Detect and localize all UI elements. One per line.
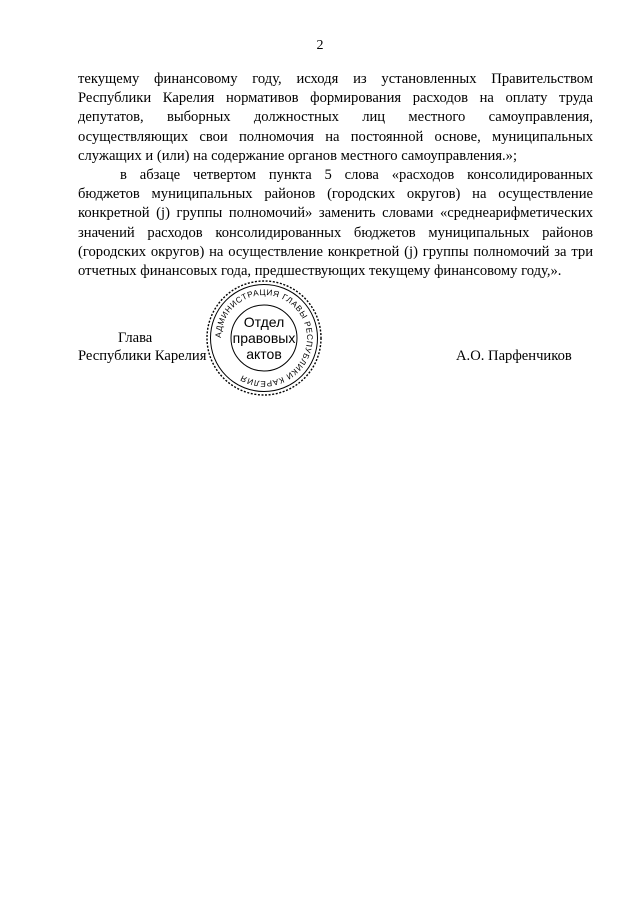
stamp-center-line-1: Отдел bbox=[243, 314, 285, 330]
signatory-name: А.О. Парфенчиков bbox=[456, 348, 572, 364]
paragraph-continuation: текущему финансовому году, исходя из установленных Правительством Республики Карелия нормативов формирования расходов на оплату труда депутатов, выборных должностных лиц местного самоуправления, осуществляющих свои полномочия на постоянной основе, муниципальных служащих и (или) на содержание органов местного самоуправления.»; bbox=[78, 71, 593, 164]
official-stamp bbox=[204, 278, 324, 398]
page-number: 2 bbox=[316, 38, 324, 53]
signatory-title: Глава bbox=[118, 330, 153, 346]
paragraph-amendment: в абзаце четвертом пункта 5 слова «расходов консолидированных бюджетов муниципальных районов (городских округов) на осуществление конкретной (j) группы полномочий» заменить словами «среднеарифметических значений расходов консолидированных бюджетов муниципальных районов (городских округов) на осуществление конкретной (j) группы полномочий за три отчетных финансовых года, предшествующих текущему финансовому году,». bbox=[78, 167, 593, 280]
document-body bbox=[78, 70, 593, 281]
stamp-center-line-3: актов bbox=[246, 346, 282, 362]
stamp-center-line-2: правовых bbox=[232, 330, 296, 346]
stamp-center bbox=[204, 278, 324, 398]
svg-text:АДМИНИСТРАЦИЯ ГЛАВЫ РЕСПУБЛИКИ: АДМИНИСТРАЦИЯ ГЛАВЫ РЕСПУБЛИКИ КАРЕЛИЯ bbox=[213, 287, 315, 389]
signatory-region: Республики Карелия bbox=[78, 348, 207, 364]
